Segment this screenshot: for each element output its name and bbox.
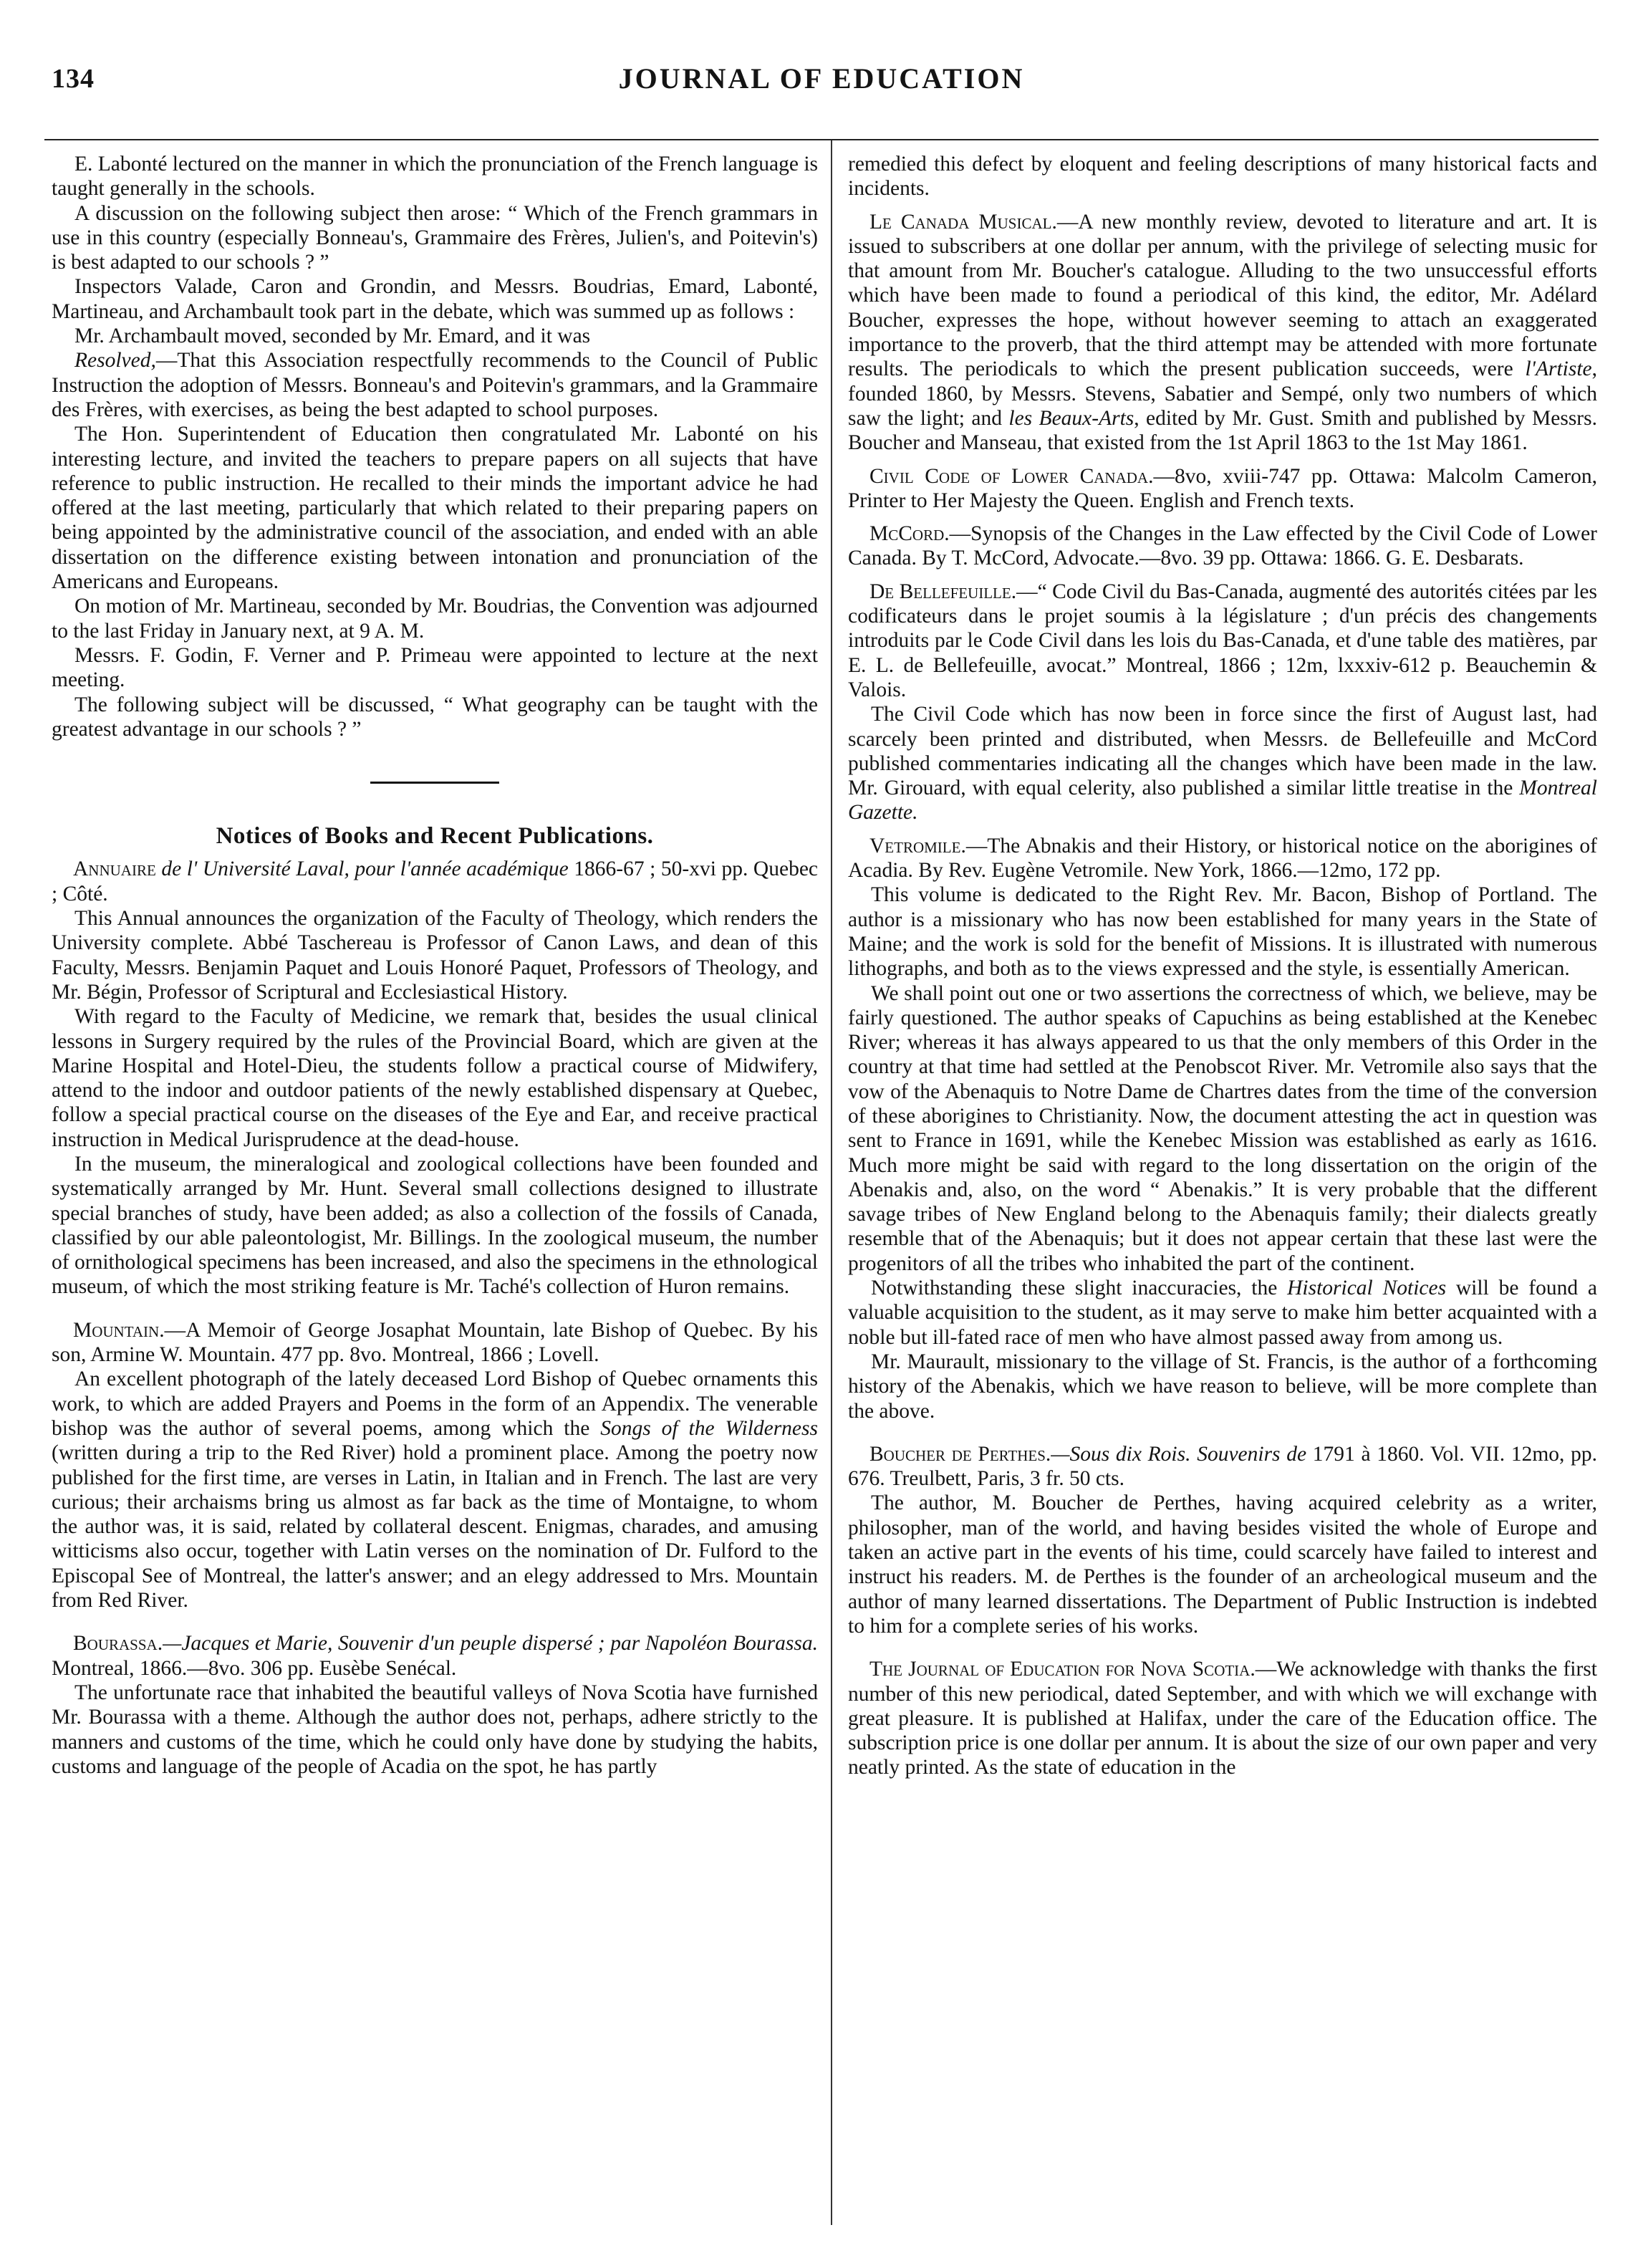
book-entry-mccord	[848, 522, 1597, 571]
entry-title: Mountain.	[73, 1318, 165, 1342]
paragraph: Mr. Archambault moved, seconded by Mr. Emard, and it was	[74, 325, 591, 348]
paragraph: Inspectors Valade, Caron and Grondin, and Messrs. Boudrias, Emard, Labonté, Martineau, and Archambault took part in the debate, which was summed up as follows :	[52, 275, 818, 323]
book-entry-bellefeuille	[848, 580, 1597, 702]
entry-title: McCord.	[869, 522, 950, 546]
book-entry-civil-code	[848, 464, 1597, 514]
entry-details: Montreal, 1866.—8vo. 306 pp. Eusèbe Senécal.	[52, 1656, 457, 1680]
entry-italic: de l' Université Laval, pour l'année académique	[155, 857, 569, 881]
entry-details: —Synopsis of the Changes in the Law effected by the Civil Code of Lower Canada. By T. McCord, Advocate.—8vo. 39 pp. Ottawa: 1866. G. E. Desbarats.	[848, 522, 1597, 570]
book-entry-vetromile	[848, 834, 1597, 883]
book-entry-boucher	[848, 1442, 1597, 1491]
entry-title: De Bellefeuille.	[869, 580, 1017, 603]
entry-details: —8vo, xviii-747 pp. Ottawa: Malcolm Cameron, Printer to Her Majesty the Queen. English and French texts.	[848, 464, 1597, 512]
italic-title: Songs of the Wilderness	[600, 1416, 818, 1440]
entry-italic: —Jacques et Marie, Souvenir d'un peuple dispersé ; par Napoléon Bourassa.	[163, 1632, 818, 1656]
entry-details: —“ Code Civil du Bas-Canada, augmenté des autorités citées par les codificateurs dans le projet soumis à la législature ; d'un précis des changements introduits par le Code Civil dans les lois du Bas-Canada, et d'une table des matières, par E. L. de Bellefeuille, avocat.” Montreal, 1866 ; 12m, lxxxiv-612 p. Beauchemin & Valois.	[848, 580, 1597, 701]
text-run: The Civil Code which has now been in force since the first of August last, had scarcely been printed and distributed, when Messrs. de Bellefeuille and McCord published commentaries indicating all the changes which have been made in the law. Mr. Girouard, with equal celerity, also published a similar little treatise in the	[848, 703, 1597, 800]
entry-details: —We acknowledge with thanks the first number of this new periodical, dated September, and with which we will exchange with great pleasure. It is published at Halifax, under the care of the Education office. The subscription price is one dollar per annum. It is about the size of our own paper and very neatly printed. As the state of education in the	[848, 1658, 1597, 1779]
text-run: An excellent photograph of the lately deceased Lord Bishop of Quebec ornaments this work, to which are added Prayers and Poems in the form of an Appendix. The venerable bishop was the author of several poems, among which the	[52, 1368, 818, 1440]
book-entry-nova-scotia-journal	[848, 1657, 1597, 1779]
section-separator	[370, 782, 499, 784]
entry-title: Bourassa.	[73, 1632, 163, 1656]
book-entry-annuaire	[52, 857, 818, 906]
book-entry-bourassa	[52, 1631, 818, 1681]
book-entry-canada-musical	[848, 210, 1597, 456]
entry-title: Annuaire	[73, 857, 156, 881]
paragraph: E. Labonté lectured on the manner in which the pronunciation of the French language is taught generally in the schools.	[52, 153, 818, 201]
column-divider	[831, 140, 832, 2225]
paragraph: The following subject will be discussed, “ What geography can be taught with the greatest advantage in our schools ? ”	[52, 693, 818, 741]
page-number: 134	[52, 64, 95, 94]
book-entry-mountain	[52, 1318, 818, 1368]
paragraph: The author, M. Boucher de Perthes, having acquired celebrity as a writer, philosopher, man of the world, and having besides visited the whole of Europe and taken an active part in the events of his time, could scarcely have failed to interest and instruct his readers. M. de Perthes is the founder of an archeological museum and the author of many learned dissertations. The Department of Public Instruction is indebted to him for a complete series of his works.	[848, 1491, 1597, 1638]
paragraph: On motion of Mr. Martineau, seconded by Mr. Boudrias, the Convention was adjourned to the last Friday in January next, at 9 A. M.	[52, 595, 818, 643]
text-run: (written during a trip to the Red River) hold a prominent place. Among the poetry now published for the first time, are verses in Latin, in Italian and in French. The last are very curious; their archaisms bring us almost as far back as the time of Montaigne, to whom the author was, it is said, related by collateral descent. Enigmas, charades, and amusing witticisms also occur, together with Latin verses on the nomination of Dr. Fulford to the Episcopal See of Montreal, the latter's answer; and an elegy addressed to Mrs. Mountain from Red River.	[52, 1441, 818, 1613]
italic-title: Montreal Gazette.	[848, 777, 1597, 825]
entry-title: Vetromile.	[869, 834, 966, 857]
paragraph: The unfortunate race that inhabited the beautiful valleys of Nova Scotia have furnished Mr. Bourassa with a theme. Although the author does not, perhaps, adhere strictly to the manners and customs of the time, which he could only have done by studying the habits, customs and language of the people of Acadia on the spot, he has partly	[52, 1681, 818, 1778]
resolution-paragraph	[52, 348, 818, 422]
resolved-label: Resolved,	[74, 349, 156, 373]
text-run: —A new monthly review, devoted to literature and art. It is issued to subscribers at one dollar per annum, with the privilege of selecting music for that amount from Mr. Boucher's catalogue. Alluding to the two unsuccessful efforts which have been made to found a periodical of this kind, the editor, Mr. Adélard Boucher, expresses the hope, without however seeming to attach an exaggerated importance to the proverb, that the third attempt may be attended with more fortunate results. The periodicals to which the present publication succeeds, were	[848, 210, 1597, 381]
section-heading: Notices of Books and Recent Publications.	[216, 823, 654, 850]
entry-details: —A Memoir of George Josaphat Mountain, late Bishop of Quebec. By his son, Armine W. Mountain. 477 pp. 8vo. Montreal, 1866 ; Lovell.	[52, 1318, 818, 1367]
entry-details: 1866-67 ; 50-xvi pp. Quebec ; Côté.	[52, 857, 818, 905]
paragraph: This volume is dedicated to the Right Rev. Mr. Bacon, Bishop of Portland. The author is a missionary who has now been established for many years in the State of Maine; and the work is sold for the benefit of Missions. It is illustrated with numerous lithographs, and both as to the views expressed and the style, is essentially American.	[848, 883, 1597, 981]
paragraph: Mr. Maurault, missionary to the village of St. Francis, is the author of a forthcoming history of the Abenakis, which we have reason to believe, will be more complete than the above.	[848, 1350, 1597, 1423]
italic-title: l'Artiste	[1525, 357, 1592, 381]
resolution-text: —That this Association respectfully recommends to the Council of Public Instruction the adoption of Messrs. Bonneau's and Poitevin's grammars, and la Grammaire des Frères, with exercises, as being the best adapted to school purposes.	[52, 349, 818, 421]
text-run: , founded 1860, by Messrs. Stevens, Sabatier and Sempé, only two numbers of which saw the light; and	[848, 357, 1597, 430]
header-rule	[44, 139, 1599, 140]
italic-title: les Beaux-Arts	[1008, 406, 1134, 430]
text-run: Notwithstanding these slight inaccuracies, the	[871, 1277, 1288, 1300]
entry-title: Boucher de Perthes.	[869, 1442, 1051, 1466]
italic-title: Historical Notices	[1287, 1277, 1447, 1300]
paragraph: Messrs. F. Godin, F. Verner and P. Primeau were appointed to lecture at the next meeting.	[52, 643, 818, 692]
paragraph: This Annual announces the organization of the Faculty of Theology, which renders the University complete. Abbé Taschereau is Professor of Canon Laws, and dean of this Faculty, Messrs. Benjamin Paquet and Louis Honoré Paquet, Professors of Theology, and Mr. Bégin, Professor of Scriptural and Ecclesiastical History.	[52, 907, 818, 1004]
right-column	[848, 152, 1597, 2226]
paragraph: In the museum, the mineralogical and zoological collections have been founded and systematically arranged by Mr. Hunt. Several small collections designed to illustrate special branches of study, have been added; as also a collection of the fossils of Canada, classified by our able paleontologist, Mr. Billings. In the zoological museum, the number of ornithological specimens has been increased, and also the specimens in the ethnological museum, of which the most striking feature is Mr. Taché's collection of Huron remains.	[52, 1152, 818, 1299]
entry-title: The Journal of Education for Nova Scotia.	[869, 1658, 1256, 1681]
journal-title: JOURNAL OF EDUCATION	[618, 62, 1025, 95]
text-run: , edited by Mr. Gust. Smith and published by Messrs. Boucher and Manseau, that existed from the 1st April 1863 to the 1st May 1861.	[848, 406, 1597, 455]
paragraph: With regard to the Faculty of Medicine, we remark that, besides the usual clinical lessons in Surgery required by the rules of the Provincial Board, which are given at the Marine Hospital and Hotel-Dieu, the students follow a practical course of Midwifery, attend to the indoor and outdoor patients of the newly established dispensary at Quebec, follow a special practical course on the diseases of the Eye and Ear, and receive practical instruction in Medical Jurisprudence at the dead-house.	[52, 1005, 818, 1151]
entry-details: —The Abnakis and their History, or historical notice on the aborigines of Acadia. By Rev. Eugène Vetromile. New York, 1866.—12mo, 172 pp.	[848, 834, 1597, 883]
paragraph	[848, 1276, 1597, 1350]
entry-title: Le Canada Musical.	[869, 210, 1057, 234]
entry-details: 1791 à 1860. Vol. VII. 12mo, pp. 676. Treulbett, Paris, 3 fr. 50 cts.	[848, 1442, 1597, 1491]
left-column	[52, 152, 818, 2226]
paragraph	[848, 702, 1597, 825]
paragraph: A discussion on the following subject then arose: “ Which of the French grammars in use in this country (especially Bonneau's, Grammaire des Frères, Julien's, and Poitevin's) is best adapted to our schools ? ”	[52, 201, 818, 274]
paragraph: remedied this defect by eloquent and feeling descriptions of many historical facts and incidents.	[848, 153, 1597, 201]
paragraph: The Hon. Superintendent of Education then congratulated Mr. Labonté on his interesting lecture, and invited the teachers to prepare papers on all sujects that have reference to public instruction. He recalled to their minds the important advice he had offered at the last meeting, particularly that which related to their preparing papers on being appointed by the administrative council of the association, and ended with an able dissertation on the difference existing between intonation and pronunciation of the Americans and Europeans.	[52, 423, 818, 594]
paragraph: We shall point out one or two assertions the correctness of which, we believe, may be fairly questioned. The author speaks of Capuchins as being established at the Kenebec River; whereas it has always appeared to us that the only members of this Order in the country at that time had settled at the Penobscot River. Mr. Vetromile also says that the vow of the Abenaquis to Notre Dame de Chartres dates from the time of the conversion of these aborigines to Christianity. Now, the document attesting the act in question was sent to France in 1691, while the Kenebec Mission was established as early as 1616. Much more might be said with regard to the long dissertation on the origin of the Abenakis and, also, on the word “ Abenakis.” It is very probable that the different savage tribes of New England belong to the Abenaquis family; their dialects greatly resemble that of the Abenaquis; but it does not appear certain that these last were the progenitors of all the tribes who inhabited the part of the continent.	[848, 981, 1597, 1275]
entry-title: Civil Code of Lower Canada.	[869, 464, 1154, 488]
entry-italic: —Sous dix Rois. Souvenirs de	[1051, 1442, 1307, 1466]
paragraph	[52, 1367, 818, 1613]
text-run: will be found a valuable acquisition to the student, as it may serve to make him better acquainted with a noble but ill-fated race of men who have almost passed away from among us.	[848, 1277, 1597, 1349]
